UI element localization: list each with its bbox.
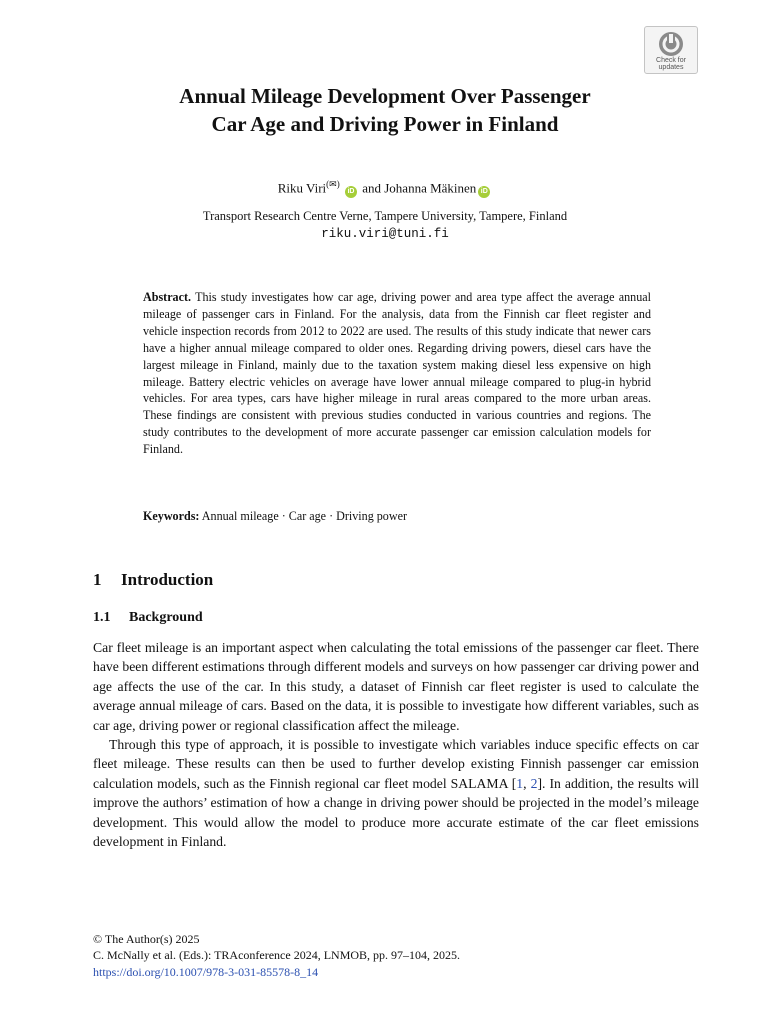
copyright-notice: © The Author(s) 2025 <box>93 932 200 946</box>
author-2: Johanna Mäkinen <box>384 180 477 196</box>
orcid-icon[interactable]: iD <box>478 186 490 198</box>
subsection-heading-background <box>93 608 203 628</box>
check-for-updates-badge[interactable] <box>644 26 698 74</box>
section-heading-introduction <box>93 569 213 591</box>
book-citation: C. McNally et al. (Eds.): TRAconference 2024, LNMOB, pp. 97–104, 2025. <box>93 948 461 963</box>
orcid-icon[interactable]: iD <box>345 186 357 198</box>
doi-link[interactable]: https://doi.org/10.1007/978-3-031-85578-8_14 <box>93 964 319 979</box>
corresponding-mail-icon: (✉) <box>326 179 340 189</box>
paragraph-2-start: Through this type of approach, it is possible to investigate which variables induce specific effects on car fleet mileage. These results can then be used to further develop existing Finnish passenger car emission calculation models, such as the Finnish regional car fleet model SALAMA [ <box>93 737 699 791</box>
paper-title <box>90 82 680 138</box>
abstract-label: Abstract. <box>143 290 192 304</box>
keywords-label: Keywords: <box>143 509 200 523</box>
abstract-text: This study investigates how car age, driving power and area type affect the average annual mileage of passenger cars in Finland. For the analysis, data from the Finnish car fleet register and vehicle inspection records from 2012 to 2022 are used. The results of this study indicate that newer cars have a higher annual mileage compared to older ones. Regarding driving powers, diesel cars have the largest mileage in Finland, mainly due to the taxation system making diesel less expensive on high mileage. Battery electric vehicles on average have lower annual mileage compared to plug-in hybrid vehicles. For area types, cars have higher mileage in rural areas compared to the more urban areas. These findings are consistent with previous studies conducted in various countries and regions. The study contributes to the development of more accurate passenger car emission calculation models for Finland. <box>143 290 651 457</box>
abstract <box>143 289 651 458</box>
subsection-number: 1.1 <box>93 610 111 625</box>
author-connector: and <box>362 180 381 196</box>
affiliation-text: Transport Research Centre Verne, Tampere University, Tampere, Finland <box>202 209 568 223</box>
check-for-updates-icon <box>658 31 684 57</box>
author-list <box>100 175 670 198</box>
author-email[interactable]: riku.viri@tuni.fi <box>321 227 449 241</box>
title-line1: Annual Mileage Development Over Passenger <box>179 84 591 108</box>
paragraph-2 <box>93 735 699 851</box>
citation-link-2[interactable]: 2 <box>530 775 538 791</box>
keywords <box>143 508 651 525</box>
section-number: 1 <box>93 570 102 589</box>
subsection-title: Background <box>129 610 203 625</box>
badge-line1: Check for <box>656 57 686 64</box>
footer <box>93 931 699 980</box>
affiliation <box>100 207 670 243</box>
paragraph-1: Car fleet mileage is an important aspect when calculating the total emissions of the passenger car fleet. There have been different estimations through different models and surveys on how passenger car driving power and age affects the use of the car. In this study, a dataset of Finnish car fleet register is used to calculate the average annual mileage of cars. Based on the data, it is possible to investigate how different variables, such as car age, driving power or regional classification affect the mileage. <box>93 640 699 733</box>
paragraph-2-end: ]. In addition, the results will improve the authors’ estimation of how a change in driving power should be projected in the model’s mileage development. This would allow the model to produce more accurate estimate of the car fleet emissions development in Finland. <box>93 775 699 850</box>
citation-separator: , <box>523 775 531 791</box>
keywords-text: Annual mileage · Car age · Driving power <box>201 509 407 523</box>
section-title: Introduction <box>121 570 214 589</box>
title-line2: Car Age and Driving Power in Finland <box>211 112 559 136</box>
author-1: Riku Viri <box>277 180 327 196</box>
badge-line2: updates <box>658 64 684 71</box>
body-text <box>93 638 699 851</box>
citation-link-1[interactable]: 1 <box>516 775 524 791</box>
